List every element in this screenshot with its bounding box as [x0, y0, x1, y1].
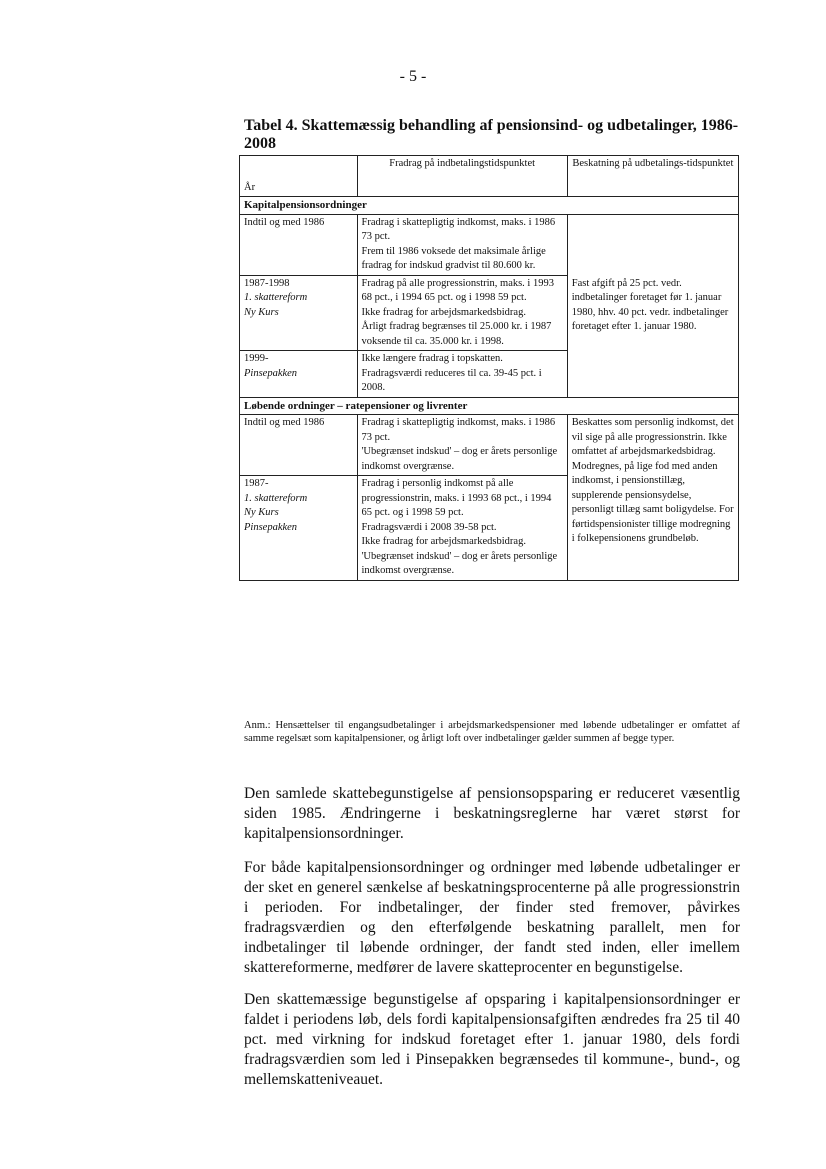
- deduction-line: Ikke fradrag for arbejdsmarkedsbidrag.: [361, 536, 526, 547]
- section-row: [240, 197, 739, 215]
- reform-label: Ny Kurs: [244, 507, 279, 518]
- paragraph-3: Den skattemæssige begunstigelse af opsparing i kapitalpensionsordninger er faldet i periodens løb, dels fordi kapitalpensionsafgiften ændredes fra 25 til 40 pct. med virkning for indskud foretaget efter 1. januar 1980, dels fordi fradragsværdien som led i Pinsepakken begrænsedes til kommune-, bund-, og mellemskatteniveauet.: [244, 991, 740, 1088]
- deduction-line: Ikke fradrag for arbejdsmarkedsbidrag.: [361, 306, 526, 318]
- section-row: [240, 397, 739, 415]
- page-number: - 5 -: [399, 68, 427, 85]
- reform-label: 1. skattereform: [244, 292, 308, 303]
- table-note: Anm.: Hensættelser til engangsudbetalinger i arbejdsmarkedspensioner med løbende udbetalinger er omfattet af samme regelsæt som kapitalpensioner, og årligt loft over indbetalinger gælder summen af begge typer.: [244, 720, 740, 744]
- table-header-row: [240, 156, 739, 197]
- year-label: 1987-1998: [244, 277, 290, 289]
- deduction-line: Fradrag i skattepligtig indkomst, maks. i 1986 73 pct.: [361, 216, 556, 242]
- deduction-line: 'Ubegrænset indskud' – dog er årets personlige indkomst overgrænse.: [361, 550, 558, 576]
- taxation-cell-running: Beskattes som personlig indkomst, det vil sige på alle progressionstrin. Ikke omfattet af arbejdsmarkedsbidrag. Modregnes, på lige fod med anden indkomst, i pensionstillæg, supplerende pensionsydelse, personligt tillæg samt boligydelse. For førtidspensionister tillige modregning i folkepensionens grundbeløb.: [567, 415, 738, 581]
- section-title-running: Løbende ordninger – ratepensioner og livrenter: [240, 397, 739, 415]
- year-cell: [240, 351, 358, 398]
- year-cell: [240, 415, 358, 476]
- deduction-line: Fradragsværdi i 2008 39-58 pct.: [361, 521, 497, 533]
- deduction-cell: [357, 351, 567, 398]
- section-title-capital: Kapitalpensionsordninger: [240, 197, 739, 215]
- reform-label: 1. skattereform: [244, 492, 308, 504]
- header-deduction: Fradrag på indbetalingstidspunktet: [357, 156, 567, 197]
- year-label: Indtil og med 1986: [244, 417, 325, 428]
- header-year: År: [240, 156, 358, 197]
- year-cell: [240, 476, 358, 581]
- year-cell: [240, 214, 358, 275]
- deduction-line: Fradrag i personlig indkomst på alle progressionstrin, maks. i 1993 68 pct., i 1994 65 pct. og i 1998 59 pct.: [361, 478, 552, 518]
- deduction-line: Årligt fradrag begrænses til 25.000 kr. i 1987 voksende til ca. 35.000 kr. i 1998.: [361, 321, 552, 347]
- year-label: 1987-: [244, 478, 269, 489]
- deduction-cell: [357, 476, 567, 581]
- paragraph-1: Den samlede skattebegunstigelse af pensionsopsparing er reduceret væsentlig siden 1985. Ændringerne i beskatningsreglerne har været størst for kapitalpensionsordninger.: [244, 785, 740, 842]
- table-title: Tabel 4. Skattemæssig behandling af pensionsind- og udbetalinger, 1986-2008: [244, 117, 739, 152]
- taxation-cell-capital: Fast afgift på 25 pct. vedr. indbetalinger foretaget før 1. januar 1980, hhv. 40 pct. vedr. indbetalinger foretaget efter 1. januar 1980.: [567, 214, 738, 397]
- reform-label: Pinsepakken: [244, 367, 298, 379]
- deduction-cell: [357, 415, 567, 476]
- deduction-line: Fradrag på alle progressionstrin, maks. i 1993 68 pct., i 1994 65 pct. og i 1998 59 pct.: [361, 277, 554, 303]
- deduction-line: Frem til 1986 voksede det maksimale årlige fradrag for indskud gradvist til 80.600 kr.: [361, 245, 546, 271]
- deduction-cell: [357, 214, 567, 275]
- deduction-line: Fradrag i skattepligtig indkomst, maks. i 1986 73 pct.: [361, 417, 556, 443]
- deduction-line: Fradragsværdi reduceres til ca. 39-45 pct. i 2008.: [361, 367, 542, 393]
- reform-label: Pinsepakken: [244, 521, 298, 533]
- reform-label: Ny Kurs: [244, 306, 279, 318]
- year-label: Indtil og med 1986: [244, 216, 325, 228]
- deduction-line: 'Ubegrænset indskud' – dog er årets personlige indkomst overgrænse.: [361, 446, 558, 472]
- header-taxation: Beskatning på udbetalings-tidspunktet: [567, 156, 738, 197]
- table-row: [240, 214, 739, 275]
- pension-tax-table: [239, 155, 739, 581]
- paragraph-2: For både kapitalpensionsordninger og ordninger med løbende udbetalinger er der sket en generel sænkelse af beskatningsprocenterne på alle progressionstrin i perioden. For indbetalinger, der finder sted fremover, påvirkes fradragsværdien og den efterfølgende beskatning parallelt, men for indbetalinger til løbende ordninger, der fandt sted inden, eller imellem skattereformerne, medfører de lavere skatteprocenter en begunstigelse.: [244, 859, 740, 976]
- table-row: [240, 415, 739, 476]
- deduction-cell: [357, 275, 567, 351]
- year-label: 1999-: [244, 353, 269, 364]
- deduction-line: Ikke længere fradrag i topskatten.: [361, 353, 503, 364]
- year-cell: [240, 275, 358, 351]
